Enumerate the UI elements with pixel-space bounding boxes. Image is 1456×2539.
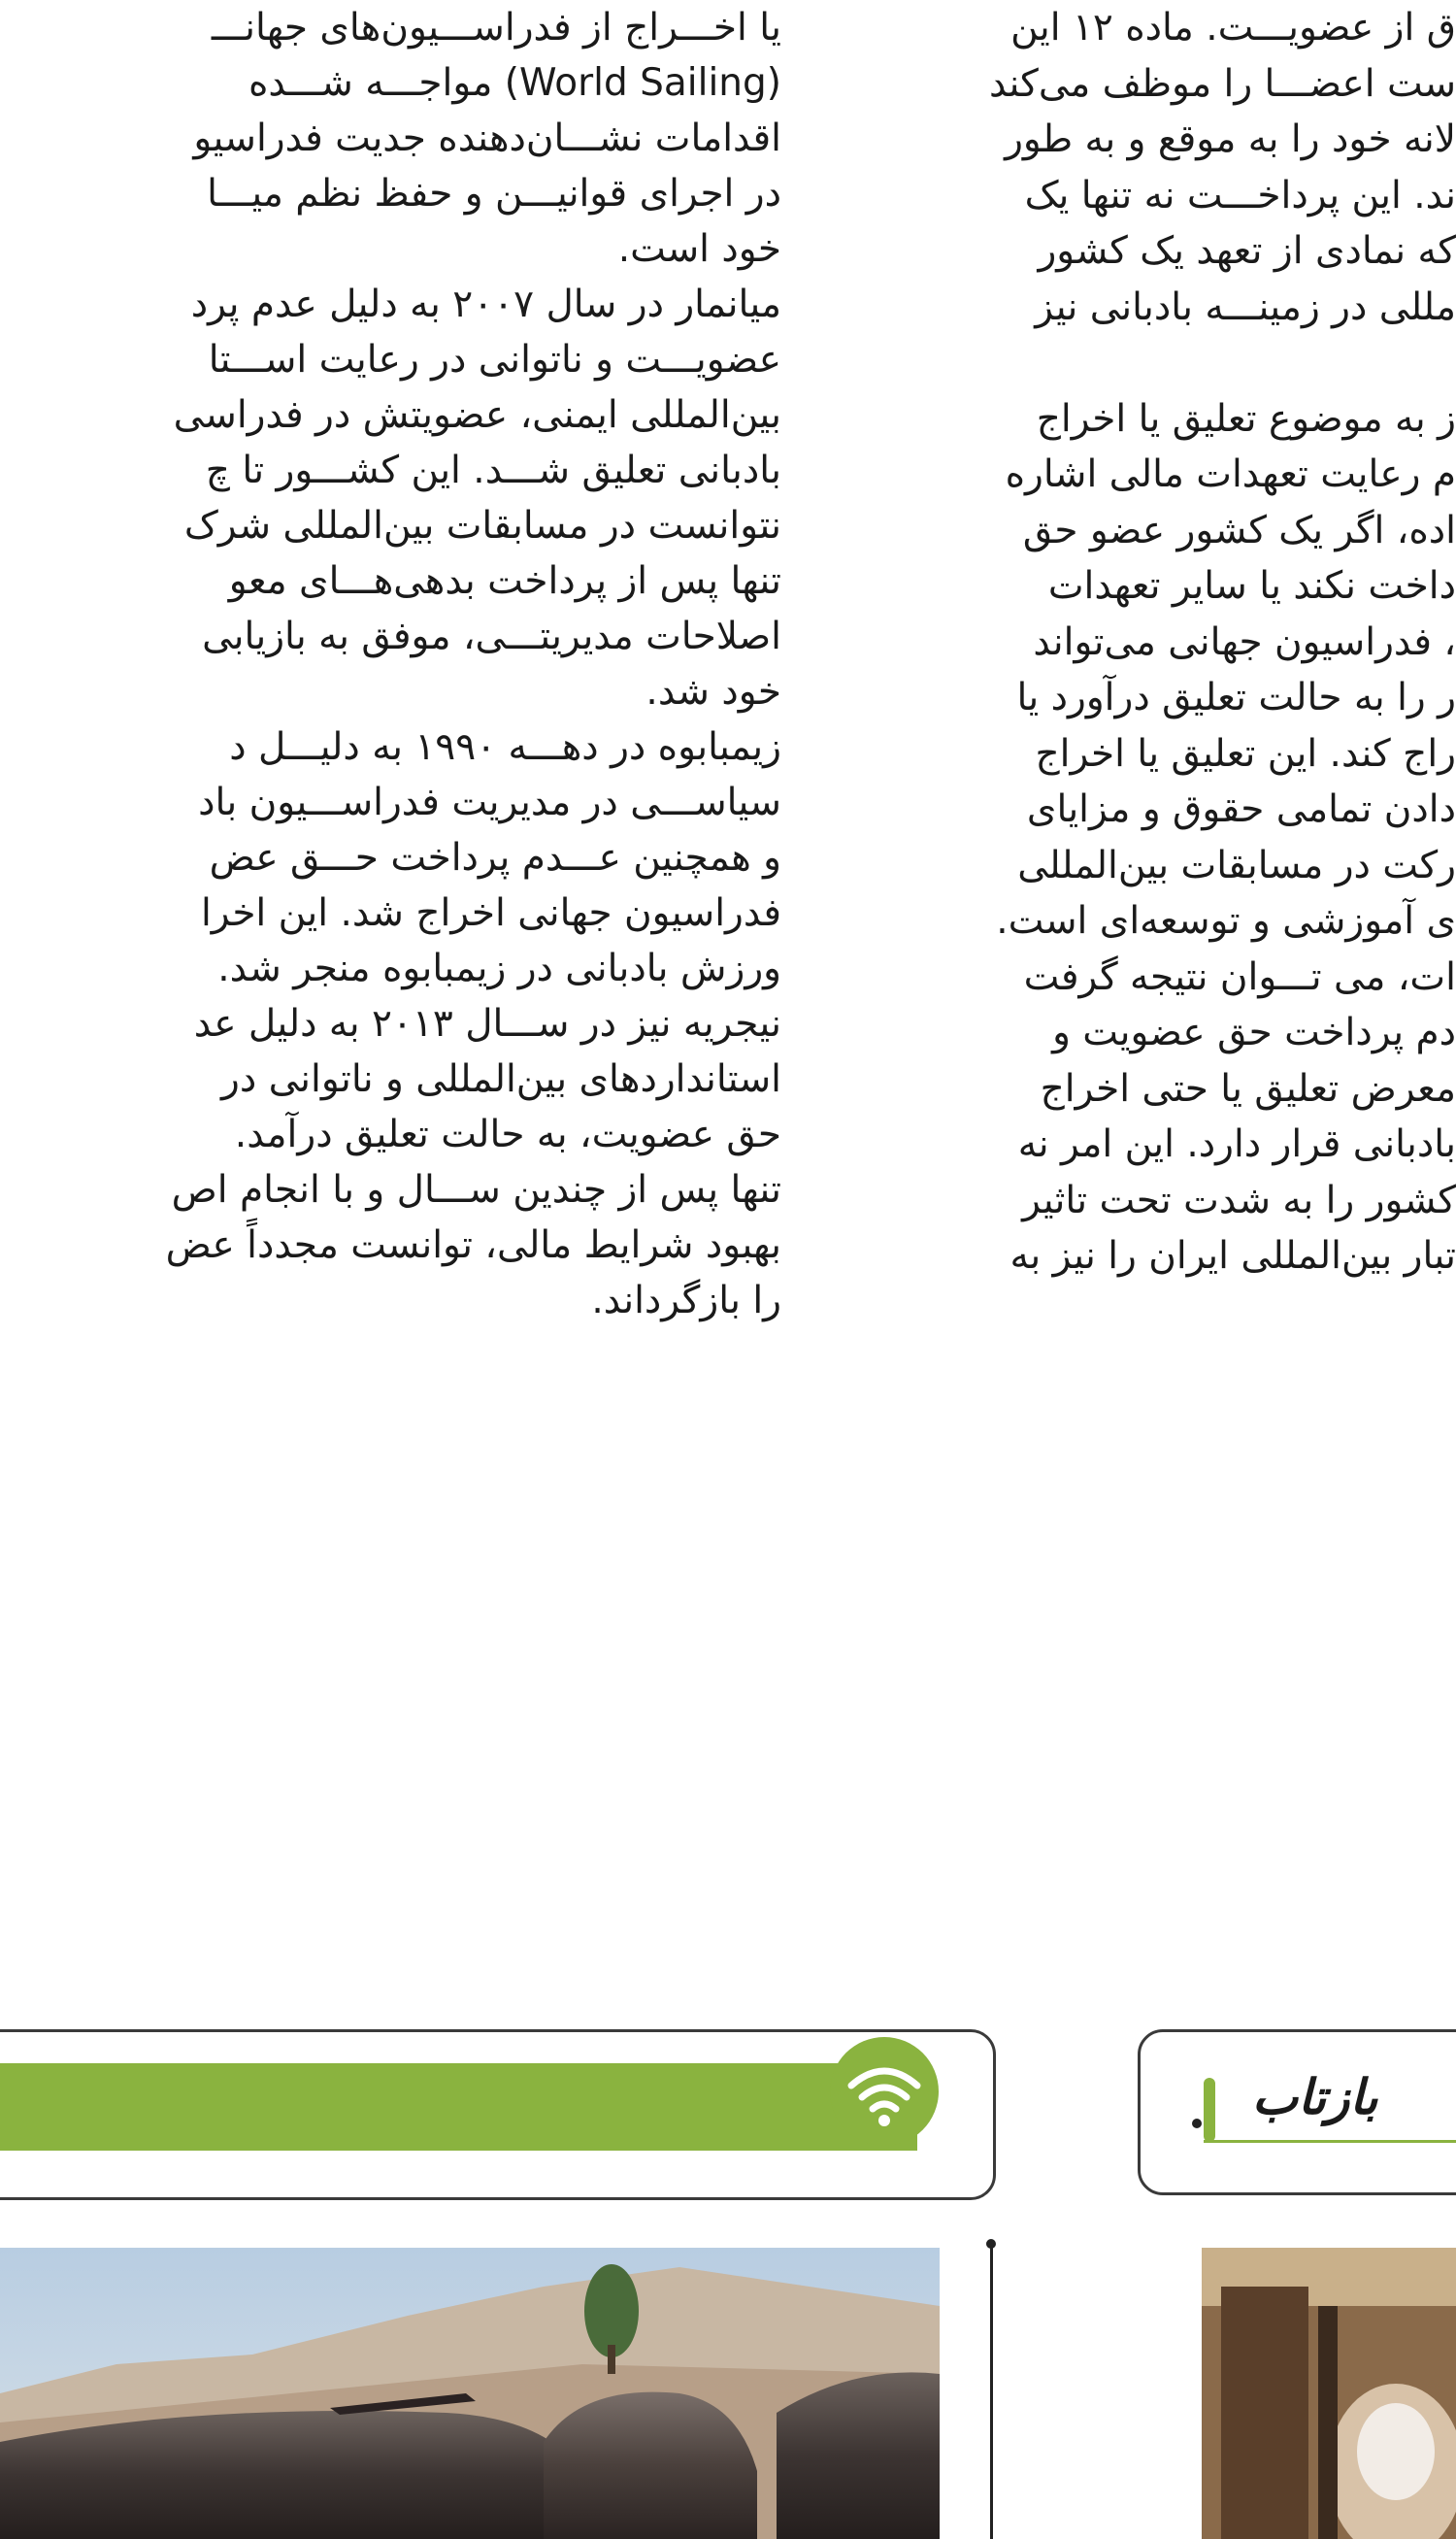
text-line: ات، می تـــوان نتیجه گرفت — [1023, 954, 1456, 999]
text-line: ست اعضـــا را موظف می‌کند — [989, 61, 1456, 106]
text-line: سیاســـی در مدیریت فدراســـیون باد — [198, 781, 781, 824]
text-line: تنها پس از پرداخت بدهی‌هـــای معو — [228, 559, 781, 603]
text-line: اصلاحات مدیریتـــی، موفق به بازیابی — [202, 615, 781, 658]
text-line: مللی در زمینـــه بادبانی نیز — [1035, 284, 1456, 329]
text-line: یا اخـــراج از فدراســـیون‌های جهانـــ — [211, 6, 781, 50]
text-line: در اجرای قوانیـــن و حفظ نظم میـــا — [207, 172, 781, 216]
text-line: نیجریه نیز در ســـال ۲۰۱۳ به دلیل عد — [193, 1002, 781, 1046]
text-line: کشور را به شدت تحت تاثیر — [1022, 1178, 1456, 1222]
divider-dot — [1192, 2119, 1202, 2128]
text-line: اده، اگر یک کشور عضو حق — [1022, 508, 1456, 552]
article-column-right — [874, 0, 1456, 1285]
header-rule — [1204, 2140, 1456, 2143]
text-line: داخت نکند یا سایر تعهدات — [1047, 564, 1456, 608]
text-line: لانه خود را به موقع و به طور — [1005, 117, 1456, 161]
text-line: راج کند. این تعلیق یا اخراج — [1035, 731, 1456, 776]
text-line: بین‌المللی ایمنی، عضویتش در فدراسی — [173, 393, 781, 437]
text-line: را بازگرداند. — [591, 1279, 781, 1322]
text-line: ، فدراسیون جهانی می‌تواند — [1033, 619, 1456, 664]
text-line: نتوانست در مسابقات بین‌المللی شرک — [183, 504, 781, 548]
text-line: ق از عضویـــت. ماده ۱۲ این — [1010, 6, 1456, 50]
text-line: خود شد. — [645, 670, 781, 714]
divider-dot — [986, 2239, 996, 2249]
article-column-left — [0, 0, 781, 1328]
text-line: عضویـــت و ناتوانی در رعایت اســـتا — [208, 338, 781, 382]
text-line: ند. این پرداخـــت نه تنها یک — [1024, 173, 1456, 217]
photo-right — [1202, 2248, 1456, 2539]
text-line: ی آموزشی و توسعه‌ای است. — [996, 899, 1456, 943]
text-line: فدراسیون جهانی اخراج شد. این اخرا — [200, 891, 781, 935]
text-line: که نمادی از تعهد یک کشور — [1038, 229, 1456, 273]
section-header-band — [0, 2063, 917, 2151]
text-line: رکت در مسابقات بین‌المللی — [1017, 843, 1456, 887]
header-accent-bar — [1204, 2078, 1215, 2142]
text-line: اقدامات نشـــان‌دهنده جدیت فدراسیو — [193, 117, 781, 160]
text-line: تنها پس از چندین ســـال و با انجام اص — [171, 1168, 781, 1212]
text-line: ورزش بادبانی در زیمبابوه منجر شد. — [217, 947, 781, 990]
column-divider — [990, 2245, 993, 2539]
text-line: معرض تعلیق یا حتی اخراج — [1040, 1066, 1456, 1111]
text-line: بادبانی تعلیق شـــد. این کشـــور تا چ — [205, 449, 781, 492]
text-line: خود است. — [617, 227, 781, 271]
text-line: دم پرداخت حق عضویت و — [1052, 1011, 1456, 1054]
text-line: بهبود شرایط مالی، توانست مجدداً عض — [165, 1223, 781, 1267]
wifi-icon — [830, 2037, 939, 2146]
text-line: زیمبابوه در دهـــه ۱۹۹۰ به دلیـــل د — [229, 725, 781, 769]
text-line: ز به موضوع تعلیق یا اخراج — [1036, 396, 1456, 441]
text-line: تبار بین‌المللی ایران را نیز به — [1009, 1234, 1456, 1278]
text-line: و همچنین عـــدم پرداخت حـــق عض — [209, 836, 781, 880]
text-line: ر را به حالت تعلیق درآورد یا — [1016, 676, 1456, 719]
text-line: میانمار در سال ۲۰۰۷ به دلیل عدم پرد — [190, 283, 781, 326]
paragraph-gap — [874, 335, 1456, 391]
text-line: دادن تمامی حقوق و مزایای — [1026, 787, 1456, 831]
magazine-logo: بازتاب — [1252, 2068, 1378, 2125]
text-line: م رعایت تعهدات مالی اشاره — [1005, 452, 1456, 496]
photo-tank-wagons — [0, 2248, 940, 2539]
text-line: استانداردهای بین‌المللی و ناتوانی در — [221, 1057, 781, 1101]
text-line: حق عضویت، به حالت تعلیق درآمد. — [234, 1113, 781, 1156]
text-line: بادبانی قرار دارد. این امر نه — [1017, 1122, 1456, 1166]
text-line: (World Sailing) مواجـــه شـــده — [248, 61, 781, 105]
